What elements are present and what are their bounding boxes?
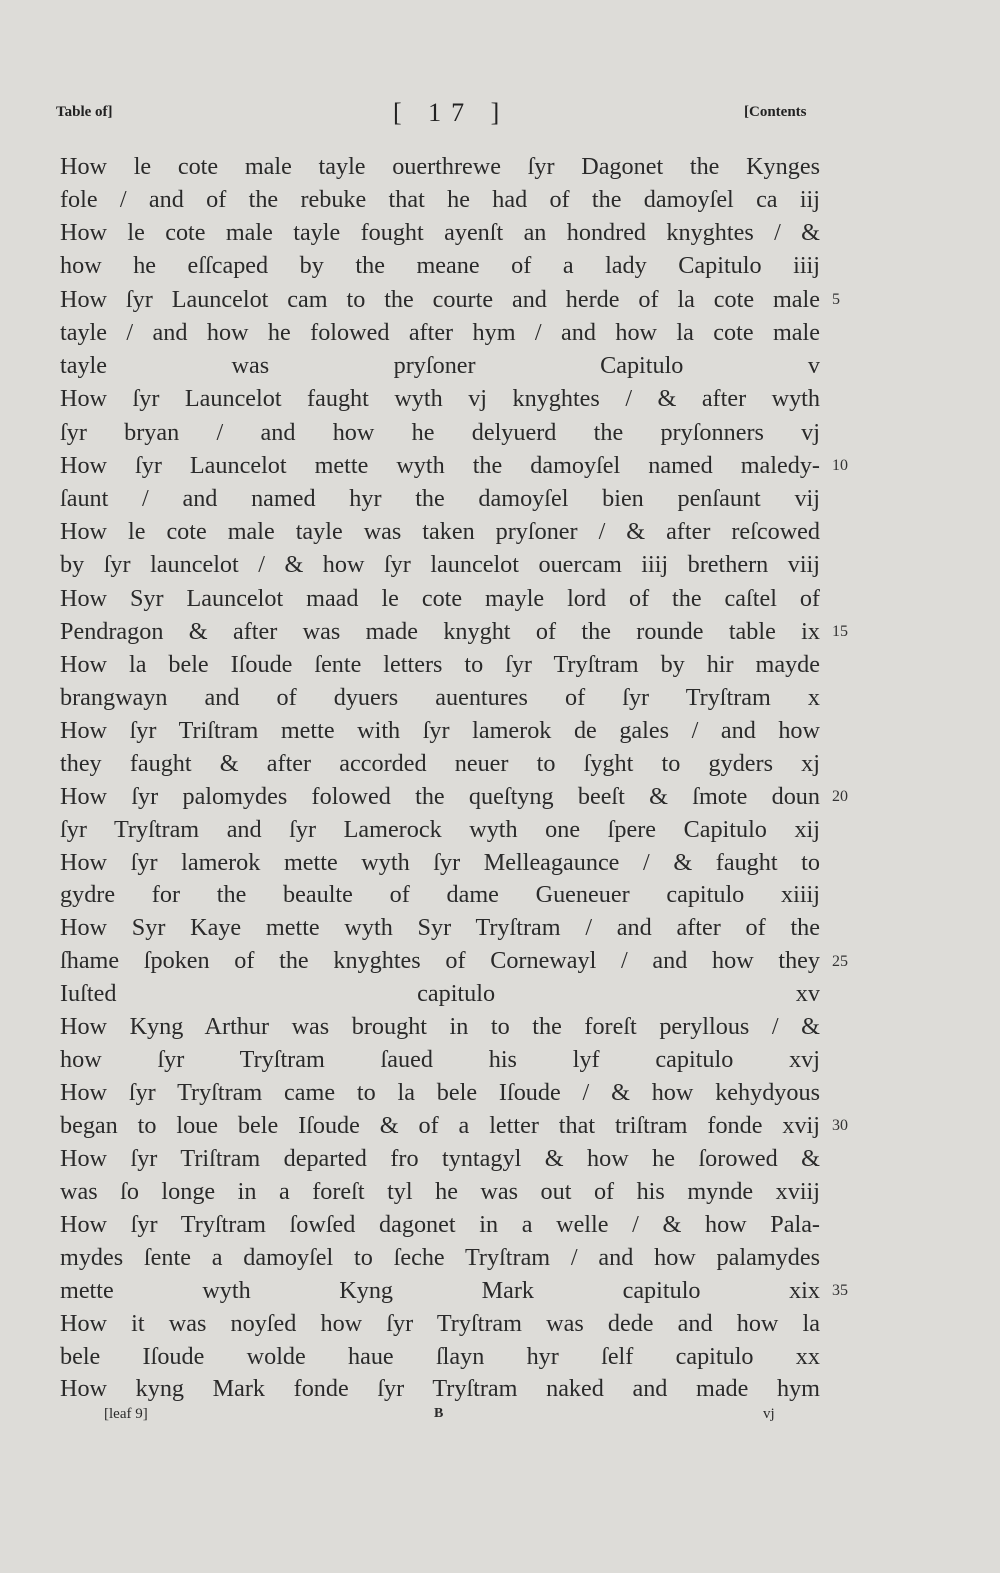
text-line: gydre for the beaulte of dame Gueneuer capitulo xiiij [60, 881, 820, 908]
text-line: How ſyr Launcelot cam to the courte and herde of la cote male [60, 286, 820, 313]
text-line: they faught & after accorded neuer to ſyght to gyders xj [60, 750, 820, 777]
line-number: 35 [832, 1282, 848, 1299]
text-line: How ſyr lamerok mette wyth ſyr Melleagaunce / & faught to [60, 849, 820, 876]
text-line: How le cote male tayle was taken pryſoner / & after reſcowed [60, 518, 820, 545]
text-line: Pendragon & after was made knyght of the rounde table ix [60, 618, 820, 645]
line-number: 5 [832, 291, 840, 308]
text-line: How Kyng Arthur was brought in to the foreſt peryllous / & [60, 1013, 820, 1040]
running-head-left: Table of] [56, 104, 113, 120]
text-line: How ſyr Launcelot mette wyth the damoyſel named maledy- [60, 452, 820, 479]
text-line: began to loue bele Iſoude & of a letter that triſtram fonde xvij [60, 1112, 820, 1139]
text-line: was ſo longe in a foreſt tyl he was out of his mynde xviij [60, 1178, 820, 1205]
text-line: How le cote male tayle fought ayenſt an hondred knyghtes / & [60, 219, 820, 246]
text-line: How it was noyſed how ſyr Tryſtram was dede and how la [60, 1310, 820, 1337]
line-number: 15 [832, 623, 848, 640]
text-line: mette wyth Kyng Mark capitulo xix [60, 1277, 820, 1304]
text-line: How ſyr Tryſtram ſowſed dagonet in a welle / & how Pala- [60, 1211, 820, 1238]
text-line: ſyr bryan / and how he delyuerd the pryſonners vj [60, 419, 820, 446]
text-line: How la bele Iſoude ſente letters to ſyr Tryſtram by hir mayde [60, 651, 820, 678]
text-line: Iuſted capitulo xv [60, 980, 820, 1007]
text-line: ſaunt / and named hyr the damoyſel bien penſaunt vij [60, 485, 820, 512]
text-line: ſhame ſpoken of the knyghtes of Cornewayl / and how they [60, 947, 820, 974]
line-number: 30 [832, 1117, 848, 1134]
text-line: mydes ſente a damoyſel to ſeche Tryſtram / and how palamydes [60, 1244, 820, 1271]
text-line: How Syr Kaye mette wyth Syr Tryſtram / and after of the [60, 914, 820, 941]
text-line: by ſyr launcelot / & how ſyr launcelot ouercam iiij brethern viij [60, 551, 820, 578]
footer-leaf-note: [leaf 9] [104, 1406, 148, 1422]
page-number: [ 17 ] [393, 98, 510, 127]
text-line: tayle was pryſoner Capitulo v [60, 352, 820, 379]
text-line: How ſyr Launcelot faught wyth vj knyghtes / & after wyth [60, 385, 820, 412]
running-head-right: [Contents [744, 104, 807, 120]
text-line: how ſyr Tryſtram ſaued his lyf capitulo xvj [60, 1046, 820, 1073]
text-line: ſyr Tryſtram and ſyr Lamerock wyth one ſpere Capitulo xij [60, 816, 820, 843]
line-number: 10 [832, 457, 848, 474]
text-line: how he eſſcaped by the meane of a lady Capitulo iiij [60, 252, 820, 279]
footer-signature: B [434, 1406, 444, 1421]
text-line: How ſyr palomydes folowed the queſtyng beeſt & ſmote doun [60, 783, 820, 810]
footer-catchword: vj [763, 1406, 775, 1422]
line-number: 20 [832, 788, 848, 805]
text-line: tayle / and how he folowed after hym / and how la cote male [60, 319, 820, 346]
text-line: How Syr Launcelot maad le cote mayle lord of the caſtel of [60, 585, 820, 612]
text-line: How ſyr Tryſtram came to la bele Iſoude / & how kehydyous [60, 1079, 820, 1106]
text-line: fole / and of the rebuke that he had of the damoyſel ca iij [60, 186, 820, 213]
text-line: How ſyr Triſtram departed fro tyntagyl & how he ſorowed & [60, 1145, 820, 1172]
text-line: How kyng Mark fonde ſyr Tryſtram naked and made hym [60, 1375, 820, 1402]
text-line: How le cote male tayle ouerthrewe ſyr Dagonet the Kynges [60, 153, 820, 180]
text-line: bele Iſoude wolde haue ſlayn hyr ſelf capitulo xx [60, 1343, 820, 1370]
text-line: brangwayn and of dyuers auentures of ſyr Tryſtram x [60, 684, 820, 711]
text-line: How ſyr Triſtram mette with ſyr lamerok de gales / and how [60, 717, 820, 744]
line-number: 25 [832, 953, 848, 970]
